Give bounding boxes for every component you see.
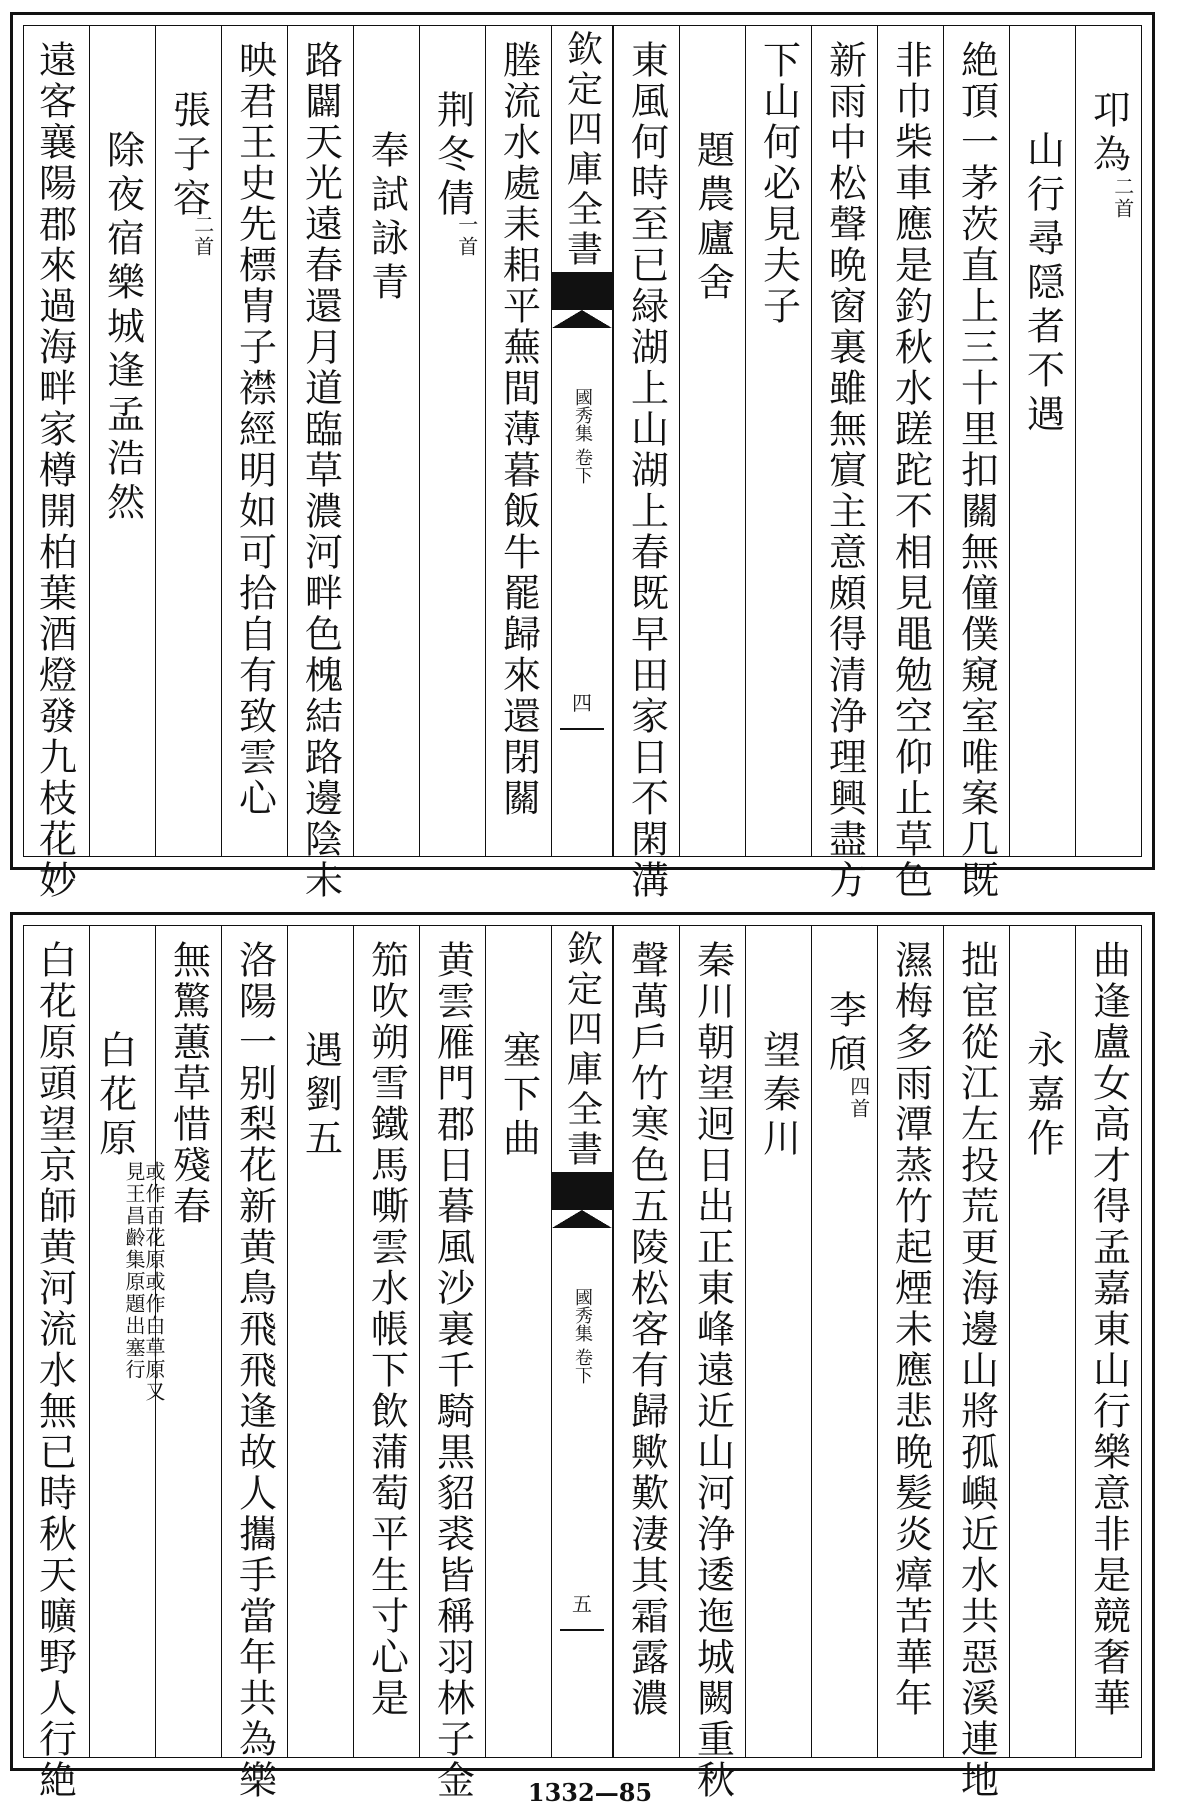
column-poem-title xyxy=(745,926,811,1757)
poem-count-note: 四首 xyxy=(846,1076,871,1120)
column-text xyxy=(1075,926,1141,1757)
top-page-frame xyxy=(23,25,1142,901)
author-name: 李頎 xyxy=(822,990,867,1078)
poem-line: 映君王史先標胄子襟經明如可拾自有致雲心 xyxy=(232,40,277,819)
poem-count-note: 二首 xyxy=(1110,176,1135,220)
column-author xyxy=(419,26,485,856)
poem-title: 遇劉五 xyxy=(298,1030,343,1162)
poem-line: 洛陽一别梨花新黄鳥飛飛逢故人攜手當年共為樂 xyxy=(232,940,277,1801)
poem-title: 山行尋隠者不遇 xyxy=(1020,130,1065,438)
column-poem-title xyxy=(89,26,155,856)
poem-line: 拙宦從江左投荒更海邊山將孤嶼近水共惡溪連地 xyxy=(954,940,999,1801)
column-text xyxy=(679,926,745,1801)
column-text xyxy=(221,26,287,856)
column-text xyxy=(613,26,679,901)
spine-title: 欽定四庫全書 xyxy=(561,30,603,270)
spine-collection xyxy=(569,1288,595,1384)
center-spine xyxy=(551,926,613,1757)
spine-collection-name: 國秀集 xyxy=(572,388,593,442)
poem-line: 非巾柴車應是釣秋水蹉跎不相見黽勉空仰止草色 xyxy=(888,40,933,901)
poem-line: 白花原頭望京師黄河流水無已時秋天曠野人行絶 xyxy=(32,940,77,1801)
top-page xyxy=(10,12,1155,901)
poem-title: 題農廬舍 xyxy=(690,130,735,306)
poem-title: 白花原 xyxy=(92,1030,137,1162)
column-text xyxy=(20,26,89,901)
poem-line: 塍流水處耒耜平蕪間薄暮飯牛罷歸來還閉關 xyxy=(496,40,541,819)
column-text xyxy=(221,926,287,1801)
annotation-line-2: 見王昌齡集原題出塞行 xyxy=(122,1161,146,1381)
spine-juan: 卷下 xyxy=(572,448,593,484)
leaf-number: 五 xyxy=(572,1592,592,1616)
poem-count-note: 一首 xyxy=(454,214,479,258)
column-poem-title xyxy=(679,26,745,856)
column-text xyxy=(943,26,1009,901)
column-text xyxy=(943,926,1009,1801)
poem-title: 望秦川 xyxy=(756,1030,801,1162)
fishtail-mark xyxy=(552,272,612,310)
column-text xyxy=(811,26,877,901)
column-text xyxy=(877,926,943,1757)
column-author xyxy=(811,926,877,1757)
page-number: 1332—85 xyxy=(527,1778,653,1807)
poem-line: 下山何必見夫子 xyxy=(756,40,801,327)
poem-line: 東風何時至已緑湖上山湖上春既早田家日不閑溝 xyxy=(624,40,669,901)
column-text xyxy=(419,926,485,1801)
poem-line: 新雨中松聲晩窗裏雖無賔主意頗得清浄理興盡方 xyxy=(822,40,867,901)
column-author-qiu-wei xyxy=(1075,26,1141,856)
poem-line: 笳吹朔雪鐵馬嘶雲水帳下飲蒲萄平生寸心是 xyxy=(364,940,409,1719)
column-poem-title xyxy=(1009,26,1075,856)
spine-title: 欽定四庫全書 xyxy=(561,930,603,1170)
poem-title: 除夜宿樂城逢孟浩然 xyxy=(100,130,145,526)
spine-juan: 卷下 xyxy=(572,1348,593,1384)
spine-collection-name: 國秀集 xyxy=(572,1288,593,1342)
poem-line: 聲萬戶竹寒色五陵松客有歸歟歎淒其霜露濃 xyxy=(624,940,669,1719)
author-name: 荆冬倩 xyxy=(430,90,475,222)
poem-title: 奉試詠青 xyxy=(364,130,409,306)
author-name: 張子容 xyxy=(166,90,211,222)
annotation-line-1: 或作百花原或作白草原又 xyxy=(142,1161,166,1403)
poem-line: 遠客襄陽郡來過海畔家樽開柏葉酒燈發九枝花妙 xyxy=(32,40,77,901)
center-spine xyxy=(551,26,613,856)
poem-line: 無驚蕙草惜殘春 xyxy=(166,940,211,1227)
column-text xyxy=(353,926,419,1757)
column-poem-title xyxy=(1009,926,1075,1757)
poem-line: 路闢天光遠春還月道臨草濃河畔色槐結路邊陰未 xyxy=(298,40,343,901)
column-poem-title-with-note xyxy=(89,926,166,1757)
poem-line: 絶頂一茅茨直上三十里扣關無僮僕窺室唯案几既 xyxy=(954,40,999,901)
column-poem-title xyxy=(287,926,353,1757)
column-poem-title xyxy=(353,26,419,856)
poem-line: 秦川朝望迥日出正東峰遠近山河浄逶迤城闕重秋 xyxy=(690,940,735,1801)
poem-count-note: 二首 xyxy=(190,214,215,258)
fishtail-mark xyxy=(552,1172,612,1210)
poem-line: 黄雲雁門郡日暮風沙裏千騎黒貂裘皆稱羽林子金 xyxy=(430,940,475,1801)
column-author xyxy=(155,26,221,856)
leaf-divider xyxy=(560,728,604,730)
author-name: 卭為 xyxy=(1086,90,1131,178)
leaf-divider xyxy=(560,1629,604,1631)
column-text xyxy=(745,26,811,856)
title-annotation xyxy=(124,1161,164,1403)
column-text xyxy=(877,26,943,901)
column-text xyxy=(287,26,353,901)
spine-collection xyxy=(569,388,595,484)
column-text xyxy=(20,926,89,1801)
leaf-number: 四 xyxy=(572,691,592,715)
column-text xyxy=(613,926,679,1757)
poem-line: 曲逢盧女高才得孟嘉東山行樂意非是競奢華 xyxy=(1086,940,1131,1719)
poem-title: 塞下曲 xyxy=(496,1030,541,1162)
poem-title: 永嘉作 xyxy=(1020,1030,1065,1162)
column-poem-title xyxy=(485,926,551,1757)
column-text xyxy=(485,26,551,856)
poem-line: 濕梅多雨潭蒸竹起煙未應悲晩髪炎瘴苦華年 xyxy=(888,940,933,1719)
